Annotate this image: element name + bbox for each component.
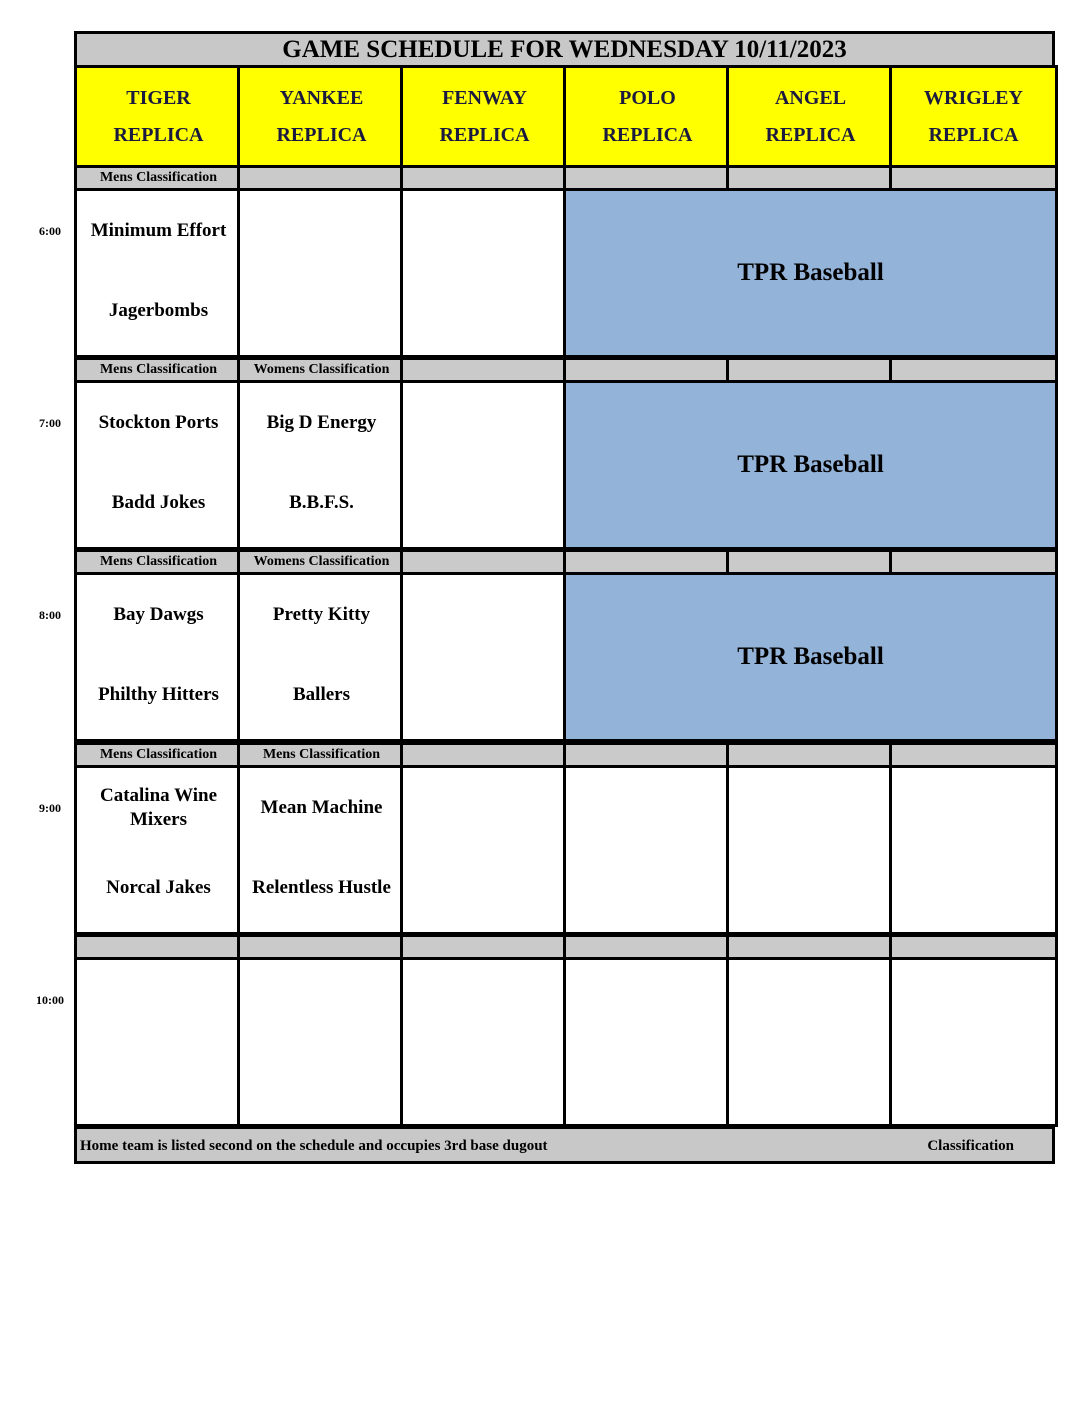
away-team	[566, 768, 729, 848]
home-team	[892, 1040, 1055, 1120]
time-label: 6:00	[39, 224, 61, 238]
game-cell	[237, 380, 406, 550]
away-team: Pretty Kitty	[272, 604, 371, 625]
away-team	[77, 960, 240, 1040]
reserved-block: TPR Baseball	[563, 572, 1058, 742]
away-team: Big D Energy	[266, 412, 377, 433]
classification-cell: Womens Classification	[237, 549, 406, 575]
away-team: Mean Machine	[260, 797, 383, 818]
home-team: Badd Jokes	[111, 492, 206, 513]
away-team	[892, 960, 1055, 1040]
venue-header-tiger	[74, 65, 243, 168]
away-team	[729, 768, 892, 848]
game-cell	[889, 957, 1058, 1127]
game-cell	[74, 188, 243, 358]
time-label: 9:00	[39, 801, 61, 815]
venue-name: TIGER	[126, 86, 191, 109]
reserved-block: TPR Baseball	[563, 380, 1058, 550]
schedule-footer	[74, 1126, 1055, 1164]
away-team: Catalina Wine Mixers	[99, 785, 217, 830]
venue-header-fenway	[400, 65, 569, 168]
venue-subtitle: REPLICA	[928, 123, 1019, 146]
home-team	[566, 1040, 729, 1120]
game-cell	[237, 765, 406, 935]
venue-subtitle: REPLICA	[113, 123, 204, 146]
home-team: Relentless Hustle	[252, 877, 391, 898]
away-team	[729, 960, 892, 1040]
home-team: Jagerbombs	[108, 300, 209, 321]
reserved-block: TPR Baseball	[563, 188, 1058, 358]
game-cell	[237, 188, 406, 358]
away-team	[566, 960, 729, 1040]
home-team	[403, 1040, 566, 1120]
game-cell	[726, 957, 895, 1127]
home-team-note: Home team is listed second on the schedule and occupies 3rd base dugout	[80, 1138, 548, 1154]
game-cell	[400, 765, 569, 935]
away-team	[403, 768, 566, 848]
venue-subtitle: REPLICA	[765, 123, 856, 146]
venue-name: ANGEL	[774, 86, 847, 109]
home-team	[892, 848, 1055, 928]
venue-name: YANKEE	[279, 86, 364, 109]
home-team	[240, 271, 403, 351]
home-team: Ballers	[293, 684, 350, 705]
classification-cell: Mens Classification	[74, 357, 243, 383]
home-team	[403, 655, 566, 735]
game-cell	[563, 765, 732, 935]
time-label: 8:00	[39, 608, 61, 622]
home-team	[403, 848, 566, 928]
game-cell	[400, 957, 569, 1127]
venue-name: POLO	[619, 86, 676, 109]
away-team	[403, 960, 566, 1040]
home-team: Norcal Jakes	[106, 877, 211, 898]
time-label: 7:00	[39, 416, 61, 430]
home-team	[240, 1040, 403, 1120]
game-cell	[726, 765, 895, 935]
away-team	[403, 575, 566, 655]
venue-name: WRIGLEY	[924, 86, 1023, 109]
home-team	[403, 463, 566, 543]
venue-subtitle: REPLICA	[439, 123, 530, 146]
time-label: 10:00	[36, 993, 64, 1007]
game-cell	[237, 957, 406, 1127]
home-team	[729, 848, 892, 928]
game-cell	[563, 957, 732, 1127]
schedule-title: GAME SCHEDULE FOR WEDNESDAY 10/11/2023	[74, 31, 1055, 68]
away-team	[892, 768, 1055, 848]
away-team: Bay Dawgs	[113, 604, 204, 625]
home-team	[729, 1040, 892, 1120]
game-cell	[74, 957, 243, 1127]
game-cell	[889, 765, 1058, 935]
classification-cell: Mens Classification	[74, 165, 243, 191]
venue-name: FENWAY	[442, 86, 527, 109]
venue-subtitle: REPLICA	[276, 123, 367, 146]
game-cell	[74, 380, 243, 550]
venue-header-wrigley	[889, 65, 1058, 168]
classification-legend: Classification	[927, 1138, 1014, 1154]
venue-header-angel	[726, 65, 895, 168]
away-team	[403, 383, 566, 463]
home-team: B.B.F.S.	[289, 492, 354, 513]
classification-cell: Womens Classification	[237, 357, 406, 383]
venue-header-yankee	[237, 65, 406, 168]
game-cell	[400, 572, 569, 742]
game-cell	[400, 380, 569, 550]
home-team	[77, 1040, 240, 1120]
away-team: Stockton Ports	[98, 412, 219, 433]
classification-cell: Mens Classification	[74, 742, 243, 768]
game-cell	[400, 188, 569, 358]
home-team	[403, 271, 566, 351]
game-cell	[74, 572, 243, 742]
venue-header-polo	[563, 65, 732, 168]
home-team	[566, 848, 729, 928]
classification-cell: Mens Classification	[74, 549, 243, 575]
home-team: Philthy Hitters	[98, 684, 219, 705]
classification-cell: Mens Classification	[237, 742, 406, 768]
away-team	[240, 191, 403, 271]
venue-subtitle: REPLICA	[602, 123, 693, 146]
away-team	[403, 191, 566, 271]
away-team	[240, 960, 403, 1040]
away-team: Minimum Effort	[90, 220, 227, 241]
game-cell	[237, 572, 406, 742]
game-cell	[74, 765, 243, 935]
